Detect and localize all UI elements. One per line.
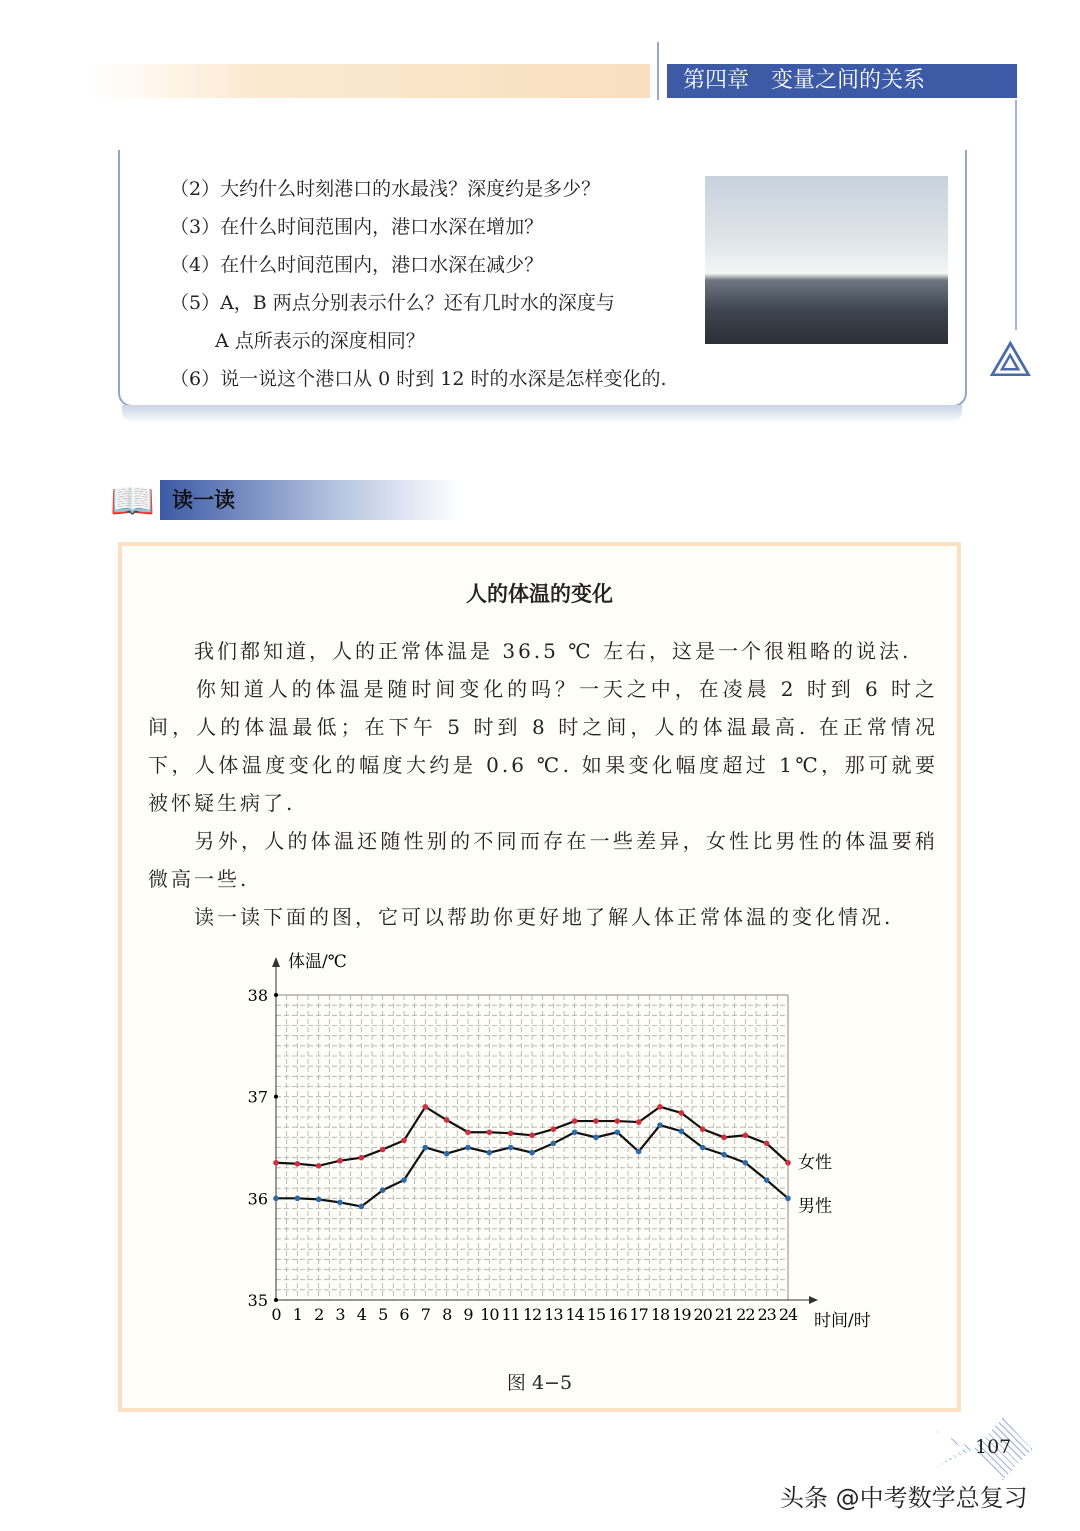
x-tick-label: 1 (292, 1305, 302, 1324)
harbor-photo (705, 176, 948, 344)
question-3: （3）在什么时间范围内，港口水深在增加？ (170, 216, 544, 238)
question-box-shadow (122, 405, 962, 423)
paragraph: 我们都知道，人的正常体温是 36.5 ℃ 左右，这是一个很粗略的说法. (148, 639, 912, 663)
x-tick-label: 4 (356, 1305, 366, 1324)
data-point (295, 1161, 301, 1167)
data-point (615, 1129, 621, 1135)
paragraph: 你知道人的体温是随时间变化的吗？一天之中，在凌晨 2 时到 6 时之间，人的体温最低；在下午 5 时到 8 时之间，人的体温最高. 在正常情况下，人体温度变化的幅度大约是 0.6 ℃. 如果变化幅度超过 1℃，那可就要被怀疑生病了. (148, 677, 938, 815)
y-tick-label: 36 (247, 1189, 268, 1209)
x-tick-label: 10 (480, 1305, 499, 1324)
chapter-title: 第四章 变量之间的关系 (667, 64, 1017, 98)
data-point (337, 1158, 343, 1164)
data-point (700, 1145, 706, 1151)
watermark: 头条 @中考数学总复习 (780, 1484, 1028, 1512)
paragraph: 另外，人的体温还随性别的不同而存在一些差异，女性比男性的体温要稍微高一些. (148, 829, 938, 891)
data-point (487, 1150, 493, 1156)
reading-title: 人的体温的变化 (466, 582, 613, 606)
data-point (764, 1141, 770, 1147)
paragraph: 读一读下面的图，它可以帮助你更好地了解人体正常体温的变化情况. (148, 905, 894, 929)
data-point (273, 1160, 279, 1166)
question-2: （2）大约什么时刻港口的水最浅？深度约是多少？ (170, 178, 601, 200)
y-axis-label: 体温/℃ (288, 952, 347, 972)
x-tick-label: 14 (565, 1305, 584, 1324)
question-6: （6）说一说这个港口从 0 时到 12 时的水深是怎样变化的. (170, 368, 667, 390)
data-point (423, 1104, 429, 1110)
data-point (380, 1187, 386, 1193)
x-tick-label: 15 (586, 1305, 606, 1324)
compass-icon: ⟁ (988, 330, 1033, 388)
section-label (160, 480, 460, 520)
data-point (785, 1196, 791, 1202)
data-point (273, 1196, 279, 1202)
book-icon: 📖 (110, 481, 155, 522)
x-axis-arrow (809, 1296, 818, 1304)
page-number: 107 (975, 1436, 1012, 1458)
data-point (444, 1117, 450, 1123)
data-point (444, 1151, 450, 1157)
x-tick-label: 9 (463, 1305, 473, 1324)
data-point (700, 1126, 706, 1132)
data-point (593, 1135, 599, 1141)
data-point (636, 1149, 642, 1155)
reading-box (118, 542, 961, 1412)
header-band (90, 64, 650, 98)
legend-label: 男性 (798, 1196, 832, 1217)
data-point (487, 1129, 493, 1135)
x-tick-label: 11 (501, 1305, 520, 1324)
data-point (785, 1160, 791, 1166)
data-point (337, 1200, 343, 1206)
question-5-cont: A 点所表示的深度相同？ (215, 330, 425, 352)
x-tick-label: 3 (335, 1305, 345, 1324)
x-tick-label: 21 (714, 1305, 734, 1324)
data-point (743, 1133, 749, 1139)
x-tick-label: 0 (271, 1305, 281, 1324)
header-divider (657, 42, 659, 100)
data-point (465, 1145, 471, 1151)
data-point (295, 1196, 301, 1202)
x-tick-label: 20 (693, 1305, 712, 1324)
x-tick-label: 5 (378, 1305, 388, 1324)
y-tick (274, 1095, 278, 1099)
data-point (764, 1177, 770, 1183)
data-point (465, 1129, 471, 1135)
data-point (743, 1160, 749, 1166)
legend-label: 女性 (798, 1152, 832, 1173)
data-point (316, 1197, 322, 1203)
data-point (316, 1163, 322, 1169)
y-tick-label: 37 (247, 1087, 268, 1107)
x-tick-label: 6 (399, 1305, 409, 1324)
data-point (380, 1147, 386, 1153)
x-axis-label: 时间/时 (814, 1311, 871, 1331)
x-tick-label: 18 (650, 1305, 670, 1324)
x-tick-label: 24 (778, 1305, 798, 1324)
question-5: （5）A，B 两点分别表示什么？还有几时水的深度与 (170, 292, 615, 314)
x-tick-label: 13 (544, 1305, 563, 1324)
x-tick-label: 19 (672, 1305, 691, 1324)
data-point (401, 1177, 407, 1183)
data-point (508, 1145, 514, 1151)
y-tick (274, 1298, 278, 1302)
data-point (657, 1104, 663, 1110)
data-point (721, 1135, 727, 1141)
x-tick-label: 7 (420, 1305, 430, 1324)
x-tick-label: 22 (736, 1305, 755, 1324)
data-point (401, 1138, 407, 1144)
y-tick-label: 35 (247, 1291, 268, 1310)
y-axis-arrow (272, 957, 280, 967)
x-tick-label: 23 (757, 1305, 776, 1324)
y-tick (274, 993, 278, 997)
y-tick-label: 38 (247, 986, 268, 1005)
figure-caption: 图 4−5 (506, 1372, 573, 1394)
data-point (657, 1122, 663, 1128)
data-point (359, 1204, 365, 1210)
data-point (551, 1141, 557, 1147)
x-tick-label: 16 (608, 1305, 627, 1324)
data-point (679, 1128, 685, 1134)
data-point (529, 1150, 535, 1156)
data-point (423, 1145, 429, 1151)
data-point (572, 1118, 578, 1124)
temperature-chart (118, 946, 961, 1366)
x-tick-label: 12 (522, 1305, 542, 1324)
data-point (679, 1110, 685, 1116)
x-tick-label: 17 (629, 1305, 648, 1324)
side-line (1015, 100, 1017, 330)
data-point (551, 1126, 557, 1132)
data-point (721, 1152, 727, 1158)
question-4: （4）在什么时间范围内，港口水深在减少？ (170, 254, 544, 276)
data-point (508, 1130, 514, 1136)
data-point (615, 1118, 621, 1124)
x-tick-label: 2 (314, 1305, 324, 1324)
section-label-text: 读一读 (172, 488, 235, 512)
data-point (593, 1118, 599, 1124)
data-point (529, 1133, 535, 1139)
data-point (359, 1155, 365, 1161)
data-point (636, 1119, 642, 1125)
data-point (572, 1129, 578, 1135)
x-tick-label: 8 (442, 1305, 452, 1324)
